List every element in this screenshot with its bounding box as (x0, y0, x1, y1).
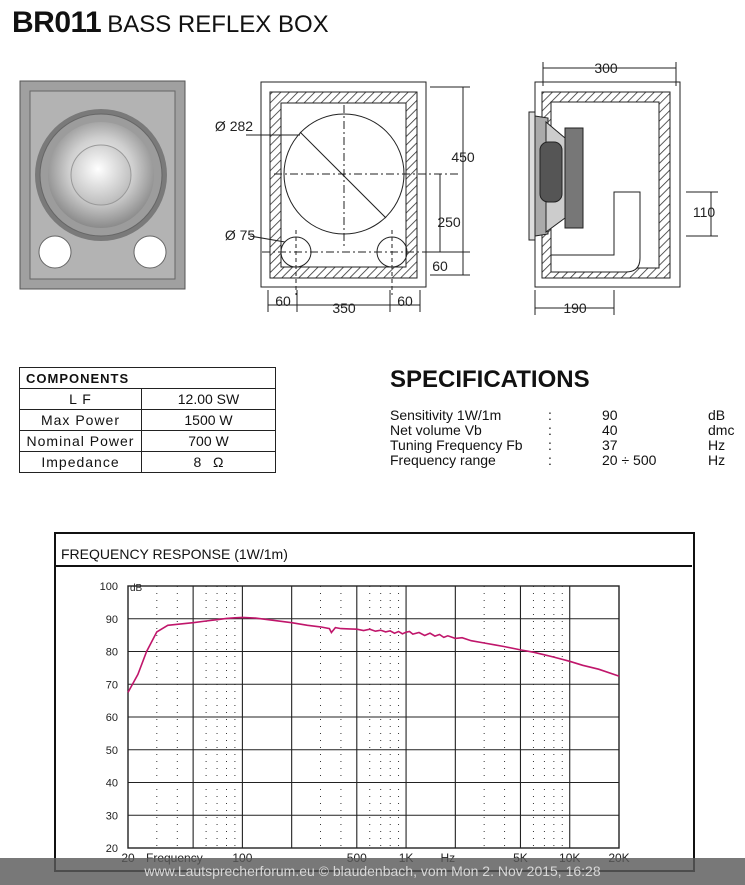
table-row (20, 410, 276, 431)
component-value: 8 Ω (142, 452, 276, 473)
spec-unit: dB (708, 407, 726, 423)
spec-label: Frequency range (390, 452, 496, 468)
dim-width: 350 (332, 300, 356, 316)
spec-value: 90 (602, 407, 618, 423)
spec-sep: : (548, 407, 552, 423)
y-tick-label: 30 (105, 810, 118, 823)
table-row (20, 389, 276, 410)
spec-label: Tuning Frequency Fb (390, 437, 523, 453)
components-table (19, 367, 276, 473)
dim-port-height: 110 (692, 204, 716, 220)
component-key: Impedance (20, 452, 142, 473)
y-tick-label: 20 (105, 843, 118, 855)
spec-unit: Hz (708, 452, 726, 468)
component-key: Max Power (20, 410, 142, 431)
page-title (12, 6, 329, 40)
spec-unit: Hz (708, 437, 726, 453)
component-value: 12.00 SW (142, 389, 276, 410)
component-key: L F (20, 389, 142, 410)
component-value: 1500 W (142, 410, 276, 431)
chart-title: FREQUENCY RESPONSE (1W/1m) (61, 546, 288, 562)
dim-right-offset: 60 (397, 293, 413, 309)
front-view-drawing (246, 82, 470, 312)
component-value: 700 W (142, 431, 276, 452)
dim-port-diameter: Ø 75 (224, 227, 256, 243)
table-row (20, 452, 276, 473)
y-tick-label: 40 (105, 777, 118, 790)
panel-divider (55, 565, 692, 567)
dim-woofer-diameter: Ø 282 (214, 118, 254, 134)
dim-port-offset: 60 (432, 258, 448, 274)
y-tick-label: 80 (105, 646, 118, 659)
model-name: BASS REFLEX BOX (107, 11, 329, 38)
model-code: BR011 (12, 6, 102, 39)
component-key: Nominal Power (20, 431, 142, 452)
side-view-drawing (529, 62, 718, 315)
spec-label: Net volume Vb (390, 422, 482, 438)
spec-sep: : (548, 437, 552, 453)
y-tick-label: 90 (105, 613, 118, 626)
front-view-render (20, 81, 185, 289)
y-tick-label: 100 (99, 581, 118, 593)
spec-sep: : (548, 422, 552, 438)
watermark-footer: www.Lautsprecherforum.eu © blaudenbach, vom Mon 2. Nov 2015, 16:28 (0, 858, 745, 885)
spec-value: 20 ÷ 500 (602, 452, 657, 468)
specifications-heading: SPECIFICATIONS (390, 366, 590, 393)
y-tick-label: 70 (105, 679, 118, 692)
components-heading: COMPONENTS (20, 368, 276, 389)
spec-value: 37 (602, 437, 618, 453)
table-row (20, 431, 276, 452)
dim-left-offset: 60 (275, 293, 291, 309)
y-axis-label: dB (130, 583, 143, 594)
spec-value: 40 (602, 422, 618, 438)
spec-unit: dmc (708, 422, 735, 438)
y-tick-label: 60 (105, 712, 118, 724)
dim-height: 450 (451, 149, 475, 165)
cabinet-drawings (0, 50, 745, 325)
dim-depth: 300 (594, 60, 618, 76)
dim-port-center: 250 (437, 214, 461, 230)
spec-sep: : (548, 452, 552, 468)
dim-port-length: 190 (563, 300, 587, 316)
spec-label: Sensitivity 1W/1m (390, 407, 502, 423)
y-tick-label: 50 (105, 744, 118, 757)
frequency-response-chart (56, 568, 690, 866)
